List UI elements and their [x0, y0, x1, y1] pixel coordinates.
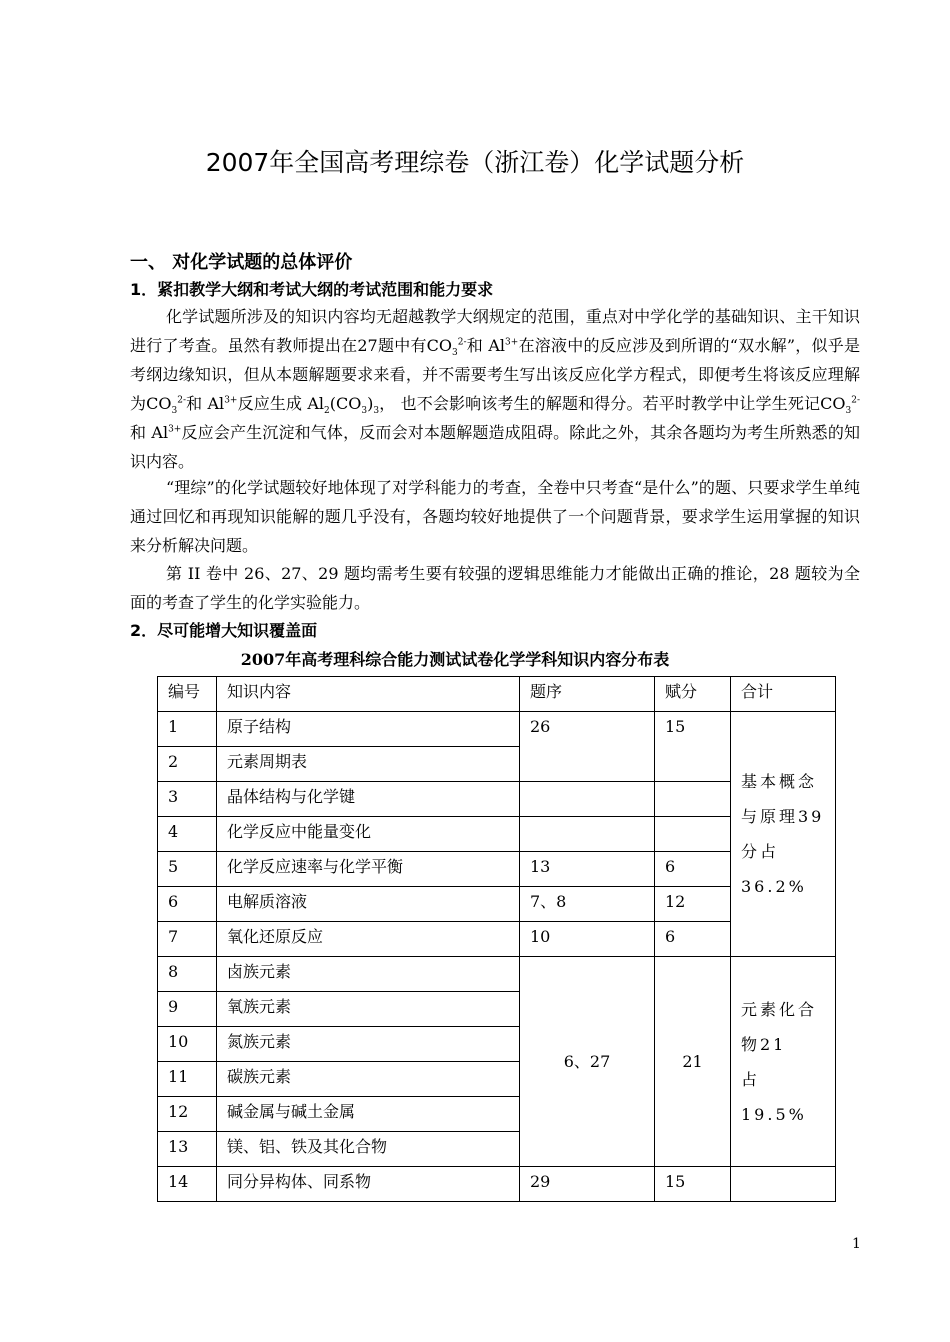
cell-question: 10	[520, 922, 655, 957]
subscript: 3	[361, 406, 368, 417]
cell-question	[520, 782, 655, 817]
row-content: 原子结构	[217, 712, 520, 747]
row-number: 10	[158, 1027, 217, 1062]
row-content: 碱金属与碱土金属	[217, 1097, 520, 1132]
cell-score: 6	[655, 922, 731, 957]
row-number: 3	[158, 782, 217, 817]
cell-total-elements	[731, 957, 836, 1167]
text-run: ， 也不会影响该考生的解题和得分。若平时教学中让学生死记CO	[379, 394, 846, 413]
row-number: 5	[158, 852, 217, 887]
cell-total-concepts	[731, 712, 836, 957]
row-number: 2	[158, 747, 217, 782]
text-run: 反应会产生沉淀和气体，反而会对本题解题造成阻碍。除此之外，其余各题均为考生所熟悉的知识内容。	[130, 423, 860, 471]
text-run: )	[367, 394, 374, 413]
row-number: 14	[158, 1167, 217, 1202]
total-line: 基本概念	[741, 772, 818, 791]
text-run: 和 Al	[466, 336, 506, 355]
row-content: 晶体结构与化学键	[217, 782, 520, 817]
text-run: 和 Al	[186, 394, 225, 413]
cell-total	[731, 1167, 836, 1202]
total-line: 物21	[741, 1034, 787, 1054]
subscript: 3	[373, 406, 380, 417]
paragraph-scope	[130, 302, 860, 476]
header-question: 题序	[520, 677, 655, 712]
row-number: 13	[158, 1132, 217, 1167]
text-run: 在溶液中的反应涉及到所谓的“双水解”，似乎是考纲边缘知识，但从本题解题要求来看，并不需要考生写出该反应化学方程式，即便考生将该反应理解为CO	[130, 336, 860, 413]
row-content: 电解质溶液	[217, 887, 520, 922]
row-number: 9	[158, 992, 217, 1027]
total-line: 与原理39	[741, 807, 825, 826]
row-number: 4	[158, 817, 217, 852]
subscript: 2	[324, 406, 330, 417]
superscript: 2-	[851, 395, 860, 406]
row-number: 6	[158, 887, 217, 922]
row-number: 12	[158, 1097, 217, 1132]
cell-question: 29	[520, 1167, 655, 1202]
superscript: 3+	[168, 424, 182, 435]
total-line: 占19.5%	[741, 1069, 807, 1124]
row-content: 卤族元素	[217, 957, 520, 992]
row-content: 氧族元素	[217, 992, 520, 1027]
row-content: 碳族元素	[217, 1062, 520, 1097]
text-run: (CO	[329, 394, 362, 413]
cell-question: 7、8	[520, 887, 655, 922]
knowledge-distribution-table	[157, 676, 836, 1202]
cell-score: 12	[655, 887, 731, 922]
superscript: 3+	[505, 337, 519, 348]
text-run: 化学试题所涉及的知识内容均无超越教学大纲规定的范围，重点对中学化学的基础知识、主干知识进行了考查。虽然有教师提出在27题中有CO	[130, 307, 860, 355]
row-content: 氧化还原反应	[217, 922, 520, 957]
subheading-syllabus-scope: 1．紧扣教学大纲和考试大纲的考试范围和能力要求	[130, 280, 494, 299]
paragraph-ability: “理综”的化学试题较好地体现了对学科能力的考查，全卷中只考查“是什么”的题、只要求学生单纯通过回忆和再现知识能解的题几乎没有，各题均较好地提供了一个问题背景，要求学生运用掌握的知识来分析解决问题。	[130, 478, 860, 555]
cell-question	[520, 817, 655, 852]
cell-score	[655, 817, 731, 852]
total-line: 分占	[741, 842, 780, 861]
row-number: 7	[158, 922, 217, 957]
paragraph-paper-two: 第 II 卷中 26、27、29 题均需考生要有较强的逻辑思维能力才能做出正确的推论，28 题较为全面的考查了学生的化学实验能力。	[130, 564, 860, 612]
header-score: 赋分	[655, 677, 731, 712]
row-content: 氮族元素	[217, 1027, 520, 1062]
row-content: 镁、铝、铁及其化合物	[217, 1132, 520, 1167]
cell-score: 15	[655, 1167, 731, 1202]
total-line: 元素化合	[741, 999, 818, 1019]
cell-question: 26	[520, 712, 655, 782]
text-run: 和 Al	[130, 423, 169, 442]
subheading-coverage: 2．尽可能增大知识覆盖面	[130, 621, 318, 640]
table-row	[158, 1167, 836, 1202]
table-header-row	[158, 677, 836, 712]
header-content: 知识内容	[217, 677, 520, 712]
cell-score	[655, 782, 731, 817]
row-number: 8	[158, 957, 217, 992]
cell-score: 6	[655, 852, 731, 887]
cell-question: 13	[520, 852, 655, 887]
page-number: 1	[852, 1236, 861, 1252]
text-run: 反应生成 Al	[237, 394, 325, 413]
table-title: 2007年高考理科综合能力测试试卷化学学科知识内容分布表	[240, 650, 670, 669]
superscript: 2-	[457, 337, 467, 348]
cell-score: 21	[655, 957, 731, 1167]
total-line: 36.2%	[741, 877, 807, 896]
table-row	[158, 957, 836, 992]
superscript: 2-	[177, 395, 187, 406]
subscript: 3	[845, 406, 852, 417]
row-number: 11	[158, 1062, 217, 1097]
page-title: 2007年全国高考理综卷（浙江卷）化学试题分析	[205, 148, 745, 177]
subscript: 3	[452, 348, 458, 359]
header-number: 编号	[158, 677, 217, 712]
section-heading-overall-evaluation: 一、 对化学试题的总体评价	[130, 252, 353, 273]
cell-score: 15	[655, 712, 731, 782]
row-content: 元素周期表	[217, 747, 520, 782]
table-row	[158, 712, 836, 747]
subscript: 3	[171, 406, 178, 417]
row-content: 同分异构体、同系物	[217, 1167, 520, 1202]
row-number: 1	[158, 712, 217, 747]
header-total: 合计	[731, 677, 836, 712]
row-content: 化学反应速率与化学平衡	[217, 852, 520, 887]
superscript: 3+	[224, 395, 238, 406]
row-content: 化学反应中能量变化	[217, 817, 520, 852]
cell-question: 6、27	[520, 957, 655, 1167]
